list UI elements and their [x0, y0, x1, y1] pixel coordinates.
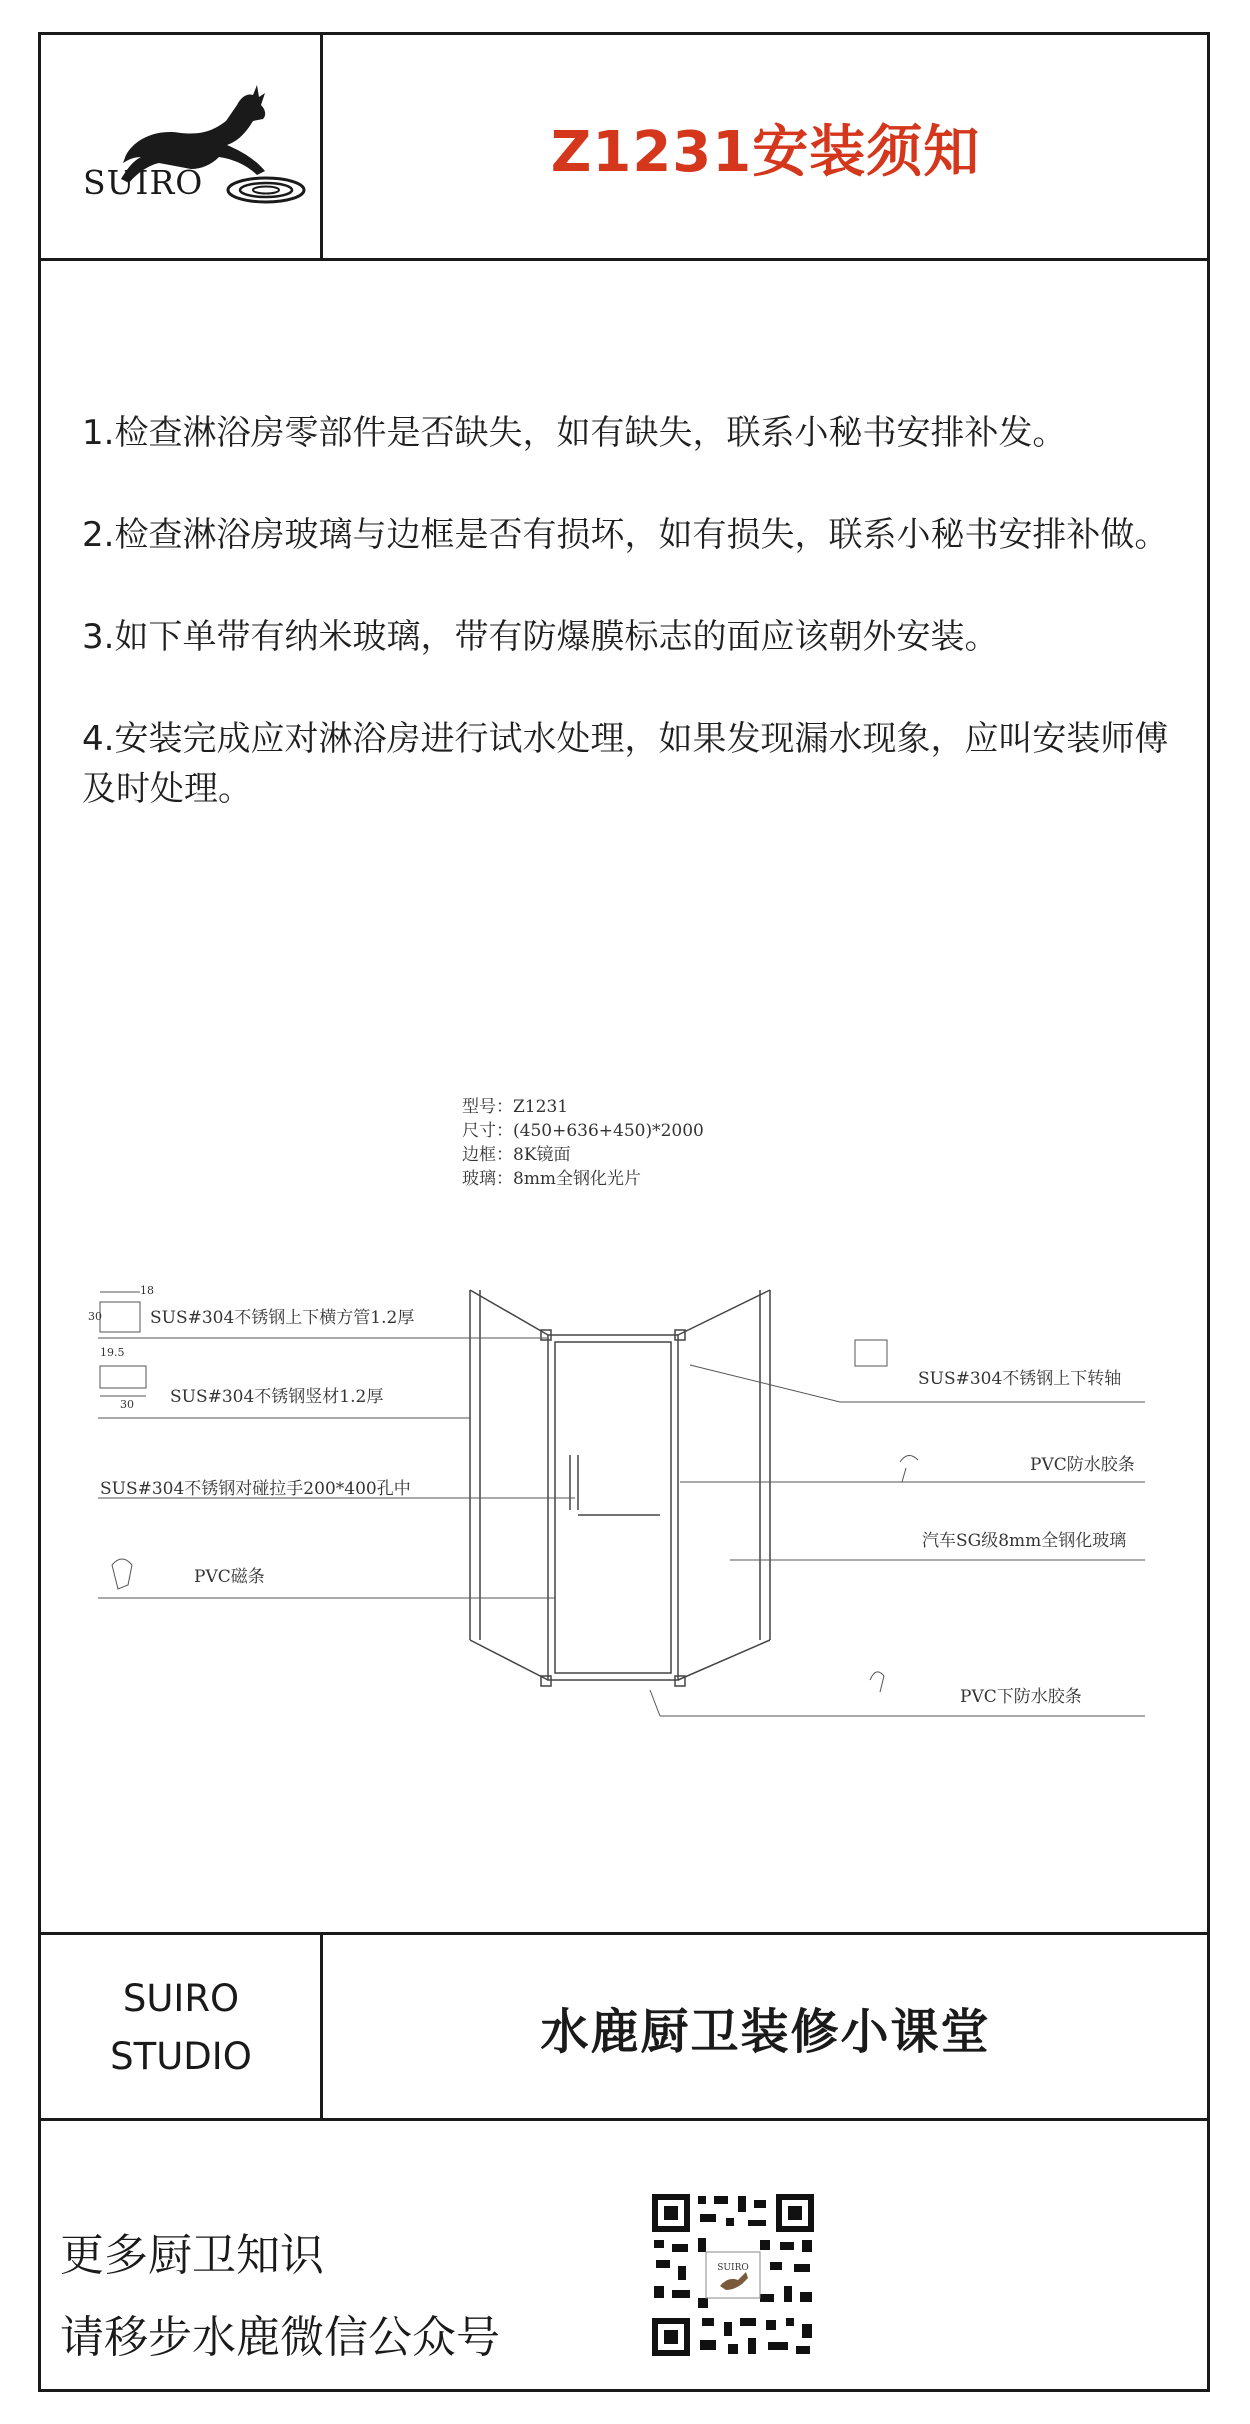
dim-label: 19.5 — [100, 1346, 125, 1359]
studio-logo — [41, 1935, 321, 2120]
qr-center-logo: SUIRO — [717, 2263, 749, 2273]
spec-glass: 玻璃：8mm全钢化光片 — [462, 1169, 642, 1189]
studio-line-2: STUDIO — [110, 2034, 252, 2078]
qr-code-icon[interactable] — [648, 2190, 818, 2360]
spec-size: 尺寸：(450+636+450)*2000 — [462, 1121, 704, 1141]
label-magnet: PVC磁条 — [194, 1567, 265, 1587]
label-handle: SUS#304不锈钢对碰拉手200*400孔中 — [100, 1479, 411, 1499]
footer-cta — [60, 2215, 500, 2379]
note-item: 4.安装完成应对淋浴房进行试水处理，如果发现漏水现象，应叫安装师傅及时处理。 — [82, 719, 1169, 809]
brand-name: SUIRO — [83, 163, 204, 202]
label-seal: PVC防水胶条 — [1030, 1455, 1135, 1475]
classroom-title: 水鹿厨卫装修小课堂 — [540, 2004, 991, 2060]
note-item: 1.检查淋浴房零部件是否缺失，如有缺失，联系小秘书安排补发。 — [82, 413, 1067, 453]
dim-label: 30 — [88, 1310, 102, 1323]
dim-label: 18 — [140, 1284, 154, 1297]
studio-line-1: SUIRO — [122, 1976, 240, 2020]
label-top-tube: SUS#304不锈钢上下横方管1.2厚 — [150, 1308, 415, 1328]
spec-frame: 边框：8K镜面 — [462, 1145, 571, 1165]
label-pivot: SUS#304不锈钢上下转轴 — [918, 1369, 1122, 1389]
label-glass: 汽车SG级8mm全钢化玻璃 — [922, 1531, 1127, 1551]
label-vertical: SUS#304不锈钢竖材1.2厚 — [170, 1387, 384, 1407]
cta-line-1: 更多厨卫知识 — [60, 2230, 324, 2281]
page-title: Z1231安装须知 — [550, 119, 981, 185]
dim-label: 30 — [120, 1398, 134, 1411]
spec-model: 型号：Z1231 — [462, 1097, 569, 1117]
note-item: 2.检查淋浴房玻璃与边框是否有损坏，如有损失，联系小秘书安排补做。 — [82, 515, 1169, 555]
label-bottom-seal: PVC下防水胶条 — [960, 1687, 1082, 1707]
cta-line-2: 请移步水鹿微信公众号 — [60, 2312, 500, 2363]
note-item: 3.如下单带有纳米玻璃，带有防爆膜标志的面应该朝外安装。 — [82, 617, 999, 657]
